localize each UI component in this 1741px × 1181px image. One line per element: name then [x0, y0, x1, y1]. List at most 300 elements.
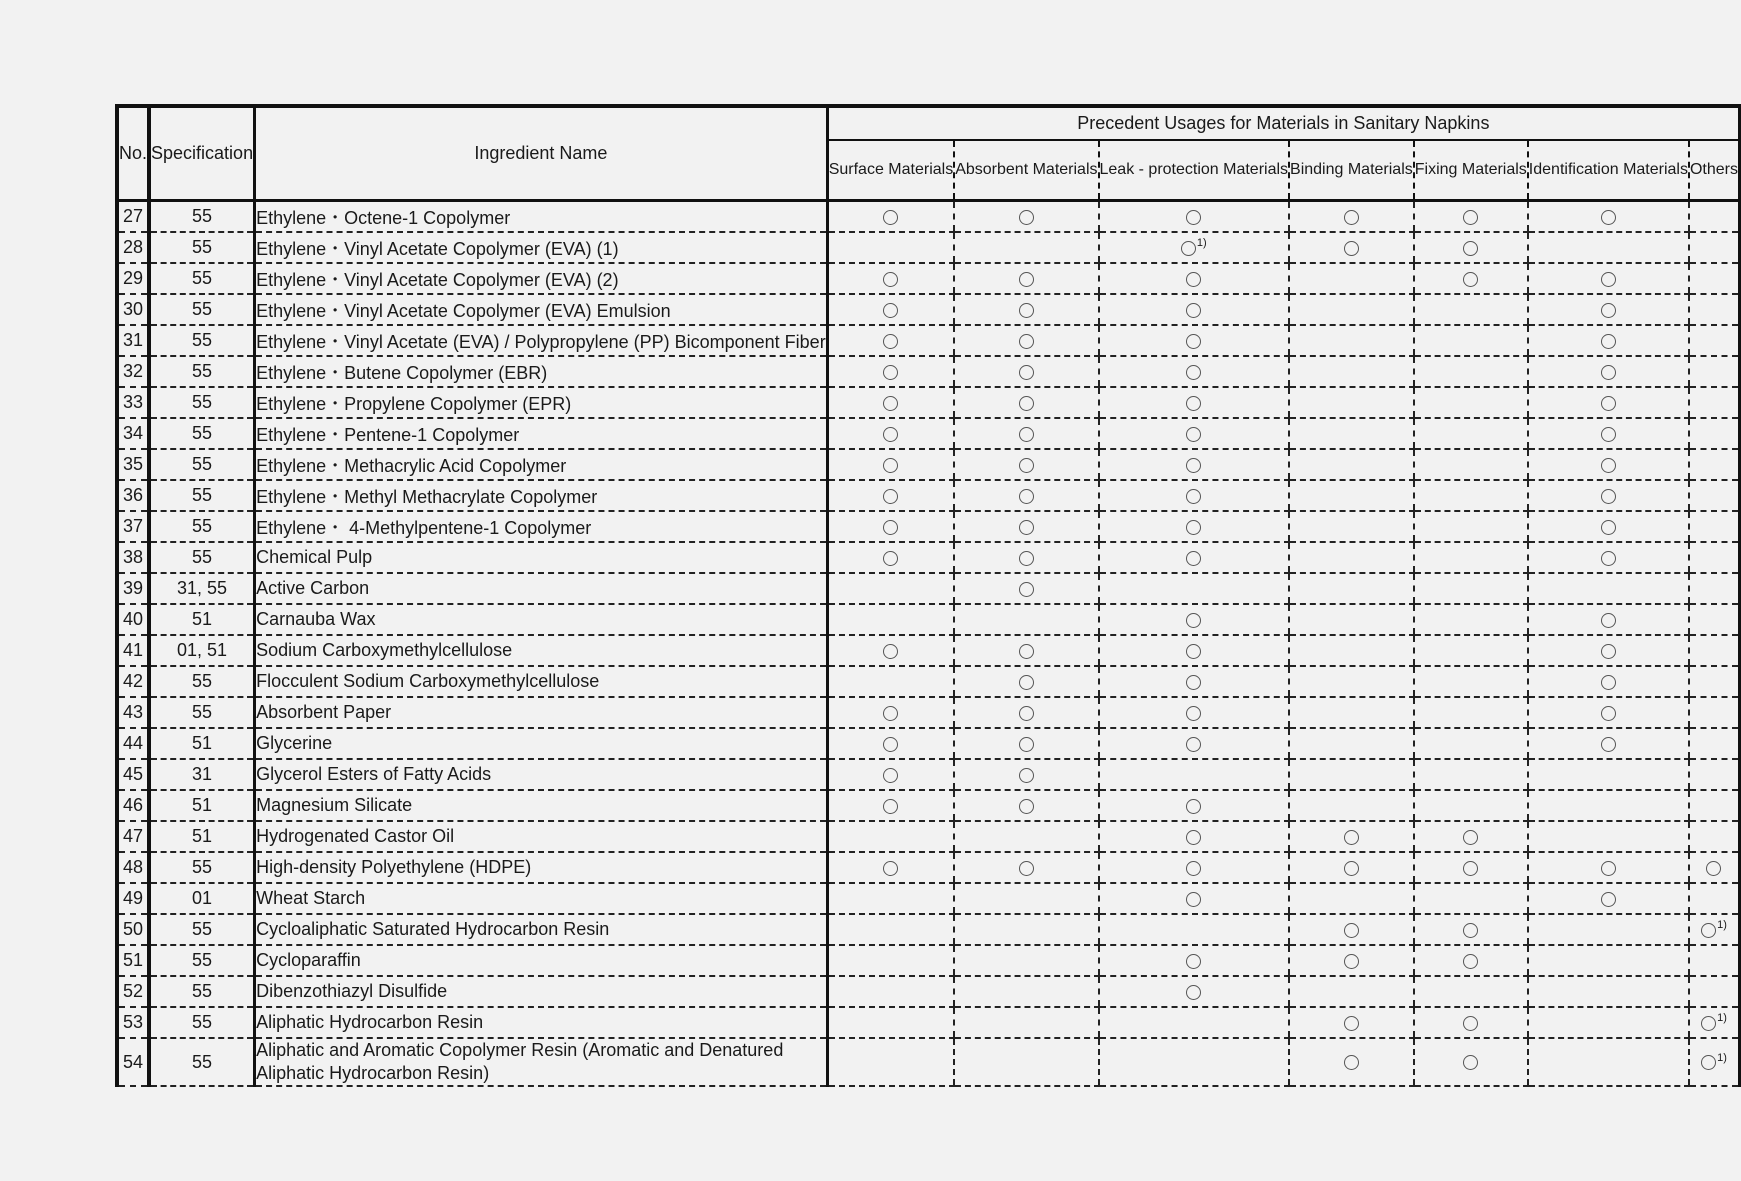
cell-specification: 55: [149, 666, 255, 697]
cell-binding: [1289, 232, 1414, 263]
cell-surface: [827, 852, 954, 883]
footnote-mark: 1): [1717, 1051, 1727, 1064]
cell-leak: [1099, 635, 1290, 666]
circle-mark-icon: [883, 768, 898, 783]
circle-mark-icon: [1186, 799, 1201, 814]
cell-no: 49: [117, 883, 149, 914]
cell-no: 36: [117, 480, 149, 511]
circle-mark-icon: [1186, 861, 1201, 876]
circle-mark-icon: [1344, 210, 1359, 225]
table-row: [117, 294, 1740, 325]
cell-ingredient-name: Sodium Carboxymethylcellulose: [255, 635, 828, 666]
table-row: [117, 976, 1740, 1007]
circle-mark-icon: [1186, 272, 1201, 287]
table-row: [117, 480, 1740, 511]
cell-identification: [1528, 1038, 1689, 1086]
cell-surface: [827, 759, 954, 790]
circle-mark-icon: [1019, 520, 1034, 535]
cell-specification: 55: [149, 263, 255, 294]
cell-no: 43: [117, 697, 149, 728]
cell-others: [1689, 1038, 1740, 1086]
circle-mark-icon: [1019, 427, 1034, 442]
table-row: [117, 201, 1740, 233]
cell-specification: 51: [149, 604, 255, 635]
cell-leak: [1099, 232, 1290, 263]
cell-leak: [1099, 294, 1290, 325]
cell-leak: [1099, 604, 1290, 635]
circle-mark-icon: [1601, 551, 1616, 566]
cell-fixing: [1414, 852, 1528, 883]
cell-binding: [1289, 728, 1414, 759]
cell-surface: [827, 821, 954, 852]
cell-leak: [1099, 883, 1290, 914]
circle-mark-icon: [1701, 1055, 1716, 1070]
cell-no: 39: [117, 573, 149, 604]
cell-no: 52: [117, 976, 149, 1007]
header-specification: Specification: [149, 106, 255, 201]
cell-no: 54: [117, 1038, 149, 1086]
cell-others: [1689, 201, 1740, 233]
cell-specification: 51: [149, 821, 255, 852]
cell-identification: [1528, 697, 1689, 728]
cell-surface: [827, 449, 954, 480]
circle-mark-icon: [1186, 954, 1201, 969]
circle-mark-icon: [883, 458, 898, 473]
cell-identification: [1528, 976, 1689, 1007]
circle-mark-icon: [883, 551, 898, 566]
cell-absorbent: [954, 418, 1098, 449]
cell-surface: [827, 1038, 954, 1086]
cell-fixing: [1414, 1038, 1528, 1086]
cell-others: [1689, 325, 1740, 356]
cell-ingredient-name: Cycloaliphatic Saturated Hydrocarbon Resin: [255, 914, 828, 945]
cell-specification: 55: [149, 232, 255, 263]
table-row: [117, 790, 1740, 821]
cell-absorbent: [954, 1007, 1098, 1038]
header-row: [117, 106, 1740, 140]
cell-ingredient-name: Ethylene・Methyl Methacrylate Copolymer: [255, 480, 828, 511]
cell-no: 50: [117, 914, 149, 945]
table-row: [117, 852, 1740, 883]
circle-mark-icon: [1601, 644, 1616, 659]
header-category-identification: Identification Materials: [1528, 140, 1689, 201]
cell-ingredient-name: Glycerine: [255, 728, 828, 759]
cell-binding: [1289, 759, 1414, 790]
cell-leak: [1099, 201, 1290, 233]
cell-absorbent: [954, 852, 1098, 883]
cell-ingredient-name: Ethylene・Vinyl Acetate Copolymer (EVA) (1): [255, 232, 828, 263]
cell-specification: 51: [149, 790, 255, 821]
circle-mark-icon: [1019, 768, 1034, 783]
cell-binding: [1289, 511, 1414, 542]
cell-leak: [1099, 511, 1290, 542]
cell-fixing: [1414, 356, 1528, 387]
circle-mark-icon: [1344, 861, 1359, 876]
cell-leak: [1099, 945, 1290, 976]
circle-mark-icon: [1344, 954, 1359, 969]
cell-others: [1689, 387, 1740, 418]
cell-fixing: [1414, 387, 1528, 418]
cell-ingredient-name: Carnauba Wax: [255, 604, 828, 635]
cell-absorbent: [954, 573, 1098, 604]
table-row: [117, 759, 1740, 790]
cell-specification: 31: [149, 759, 255, 790]
cell-fixing: [1414, 511, 1528, 542]
footnote-mark: 1): [1717, 919, 1727, 931]
cell-others: [1689, 635, 1740, 666]
cell-specification: 55: [149, 976, 255, 1007]
cell-identification: [1528, 759, 1689, 790]
circle-mark-icon: [1019, 861, 1034, 876]
cell-fixing: [1414, 914, 1528, 945]
cell-fixing: [1414, 263, 1528, 294]
cell-no: 33: [117, 387, 149, 418]
cell-binding: [1289, 542, 1414, 573]
circle-mark-icon: [1463, 1016, 1478, 1031]
cell-others: [1689, 852, 1740, 883]
cell-absorbent: [954, 759, 1098, 790]
cell-identification: [1528, 790, 1689, 821]
circle-mark-icon: [1186, 303, 1201, 318]
cell-surface: [827, 635, 954, 666]
cell-no: 30: [117, 294, 149, 325]
header-category-surface: Surface Materials: [827, 140, 954, 201]
cell-absorbent: [954, 232, 1098, 263]
cell-absorbent: [954, 697, 1098, 728]
cell-no: 37: [117, 511, 149, 542]
cell-specification: 55: [149, 387, 255, 418]
cell-ingredient-name: Ethylene・Vinyl Acetate Copolymer (EVA) Emulsion: [255, 294, 828, 325]
cell-absorbent: [954, 728, 1098, 759]
cell-absorbent: [954, 945, 1098, 976]
cell-identification: [1528, 852, 1689, 883]
cell-fixing: [1414, 325, 1528, 356]
cell-specification: 55: [149, 356, 255, 387]
circle-mark-icon: [1463, 1055, 1478, 1070]
cell-others: [1689, 666, 1740, 697]
circle-mark-icon: [1463, 241, 1478, 256]
cell-others: [1689, 914, 1740, 945]
circle-mark-icon: [1019, 551, 1034, 566]
circle-mark-icon: [1019, 706, 1034, 721]
cell-surface: [827, 511, 954, 542]
cell-others: [1689, 790, 1740, 821]
cell-surface: [827, 480, 954, 511]
cell-identification: [1528, 666, 1689, 697]
header-ingredient-name: Ingredient Name: [255, 106, 828, 201]
cell-absorbent: [954, 480, 1098, 511]
circle-mark-icon: [1019, 737, 1034, 752]
table-row: [117, 511, 1740, 542]
cell-leak: [1099, 914, 1290, 945]
circle-mark-icon: [1186, 458, 1201, 473]
table-row: [117, 387, 1740, 418]
circle-mark-icon: [883, 210, 898, 225]
cell-identification: [1528, 232, 1689, 263]
cell-no: 35: [117, 449, 149, 480]
cell-binding: [1289, 1007, 1414, 1038]
cell-leak: [1099, 480, 1290, 511]
circle-mark-icon: [1601, 675, 1616, 690]
cell-ingredient-name: Ethylene・ 4-Methylpentene-1 Copolymer: [255, 511, 828, 542]
cell-absorbent: [954, 1038, 1098, 1086]
cell-leak: [1099, 542, 1290, 573]
cell-specification: 01: [149, 883, 255, 914]
circle-mark-icon: [1463, 954, 1478, 969]
circle-mark-icon: [1186, 644, 1201, 659]
footnote-mark: 1): [1717, 1012, 1727, 1024]
cell-absorbent: [954, 201, 1098, 233]
cell-binding: [1289, 604, 1414, 635]
cell-surface: [827, 387, 954, 418]
header-category-fixing: Fixing Materials: [1414, 140, 1528, 201]
cell-leak: [1099, 790, 1290, 821]
cell-no: 51: [117, 945, 149, 976]
cell-no: 28: [117, 232, 149, 263]
cell-others: [1689, 945, 1740, 976]
cell-absorbent: [954, 356, 1098, 387]
circle-mark-icon: [883, 861, 898, 876]
cell-ingredient-name: Hydrogenated Castor Oil: [255, 821, 828, 852]
cell-fixing: [1414, 604, 1528, 635]
cell-specification: 55: [149, 1038, 255, 1086]
cell-binding: [1289, 418, 1414, 449]
circle-mark-icon: [1601, 303, 1616, 318]
circle-mark-icon: [1019, 582, 1034, 597]
cell-ingredient-name: Ethylene・Vinyl Acetate (EVA) / Polypropylene (PP) Bicomponent Fiber: [255, 325, 828, 356]
header-category-binding: Binding Materials: [1289, 140, 1414, 201]
cell-fixing: [1414, 232, 1528, 263]
cell-no: 41: [117, 635, 149, 666]
cell-surface: [827, 325, 954, 356]
circle-mark-icon: [883, 799, 898, 814]
cell-surface: [827, 263, 954, 294]
cell-specification: 55: [149, 480, 255, 511]
cell-binding: [1289, 914, 1414, 945]
table-row: [117, 418, 1740, 449]
table-row: [117, 666, 1740, 697]
cell-binding: [1289, 852, 1414, 883]
cell-others: [1689, 1007, 1740, 1038]
cell-leak: [1099, 325, 1290, 356]
cell-others: [1689, 821, 1740, 852]
cell-identification: [1528, 728, 1689, 759]
circle-mark-icon: [1601, 272, 1616, 287]
cell-ingredient-name: Ethylene・Propylene Copolymer (EPR): [255, 387, 828, 418]
table-row: [117, 914, 1740, 945]
cell-others: [1689, 480, 1740, 511]
cell-binding: [1289, 697, 1414, 728]
cell-binding: [1289, 635, 1414, 666]
circle-mark-icon: [1181, 241, 1196, 256]
table-row: [117, 325, 1740, 356]
header-category-absorbent: Absorbent Materials: [954, 140, 1098, 201]
circle-mark-icon: [1186, 520, 1201, 535]
circle-mark-icon: [1186, 892, 1201, 907]
circle-mark-icon: [1463, 923, 1478, 938]
cell-fixing: [1414, 976, 1528, 1007]
cell-identification: [1528, 356, 1689, 387]
cell-binding: [1289, 666, 1414, 697]
cell-others: [1689, 418, 1740, 449]
cell-ingredient-name: Ethylene・Pentene-1 Copolymer: [255, 418, 828, 449]
circle-mark-icon: [883, 706, 898, 721]
cell-binding: [1289, 821, 1414, 852]
cell-surface: [827, 945, 954, 976]
circle-mark-icon: [1601, 458, 1616, 473]
cell-ingredient-name: Ethylene・Vinyl Acetate Copolymer (EVA) (2): [255, 263, 828, 294]
cell-surface: [827, 356, 954, 387]
cell-specification: 55: [149, 697, 255, 728]
cell-fixing: [1414, 697, 1528, 728]
cell-identification: [1528, 418, 1689, 449]
table-row: [117, 542, 1740, 573]
circle-mark-icon: [883, 303, 898, 318]
cell-identification: [1528, 945, 1689, 976]
cell-leak: [1099, 821, 1290, 852]
cell-leak: [1099, 852, 1290, 883]
cell-identification: [1528, 387, 1689, 418]
cell-no: 42: [117, 666, 149, 697]
circle-mark-icon: [1186, 706, 1201, 721]
cell-binding: [1289, 449, 1414, 480]
cell-others: [1689, 697, 1740, 728]
circle-mark-icon: [1601, 613, 1616, 628]
cell-no: 38: [117, 542, 149, 573]
cell-binding: [1289, 790, 1414, 821]
table-row: [117, 263, 1740, 294]
cell-no: 31: [117, 325, 149, 356]
circle-mark-icon: [1601, 427, 1616, 442]
cell-leak: [1099, 418, 1290, 449]
circle-mark-icon: [1463, 861, 1478, 876]
cell-binding: [1289, 387, 1414, 418]
cell-others: [1689, 232, 1740, 263]
cell-absorbent: [954, 604, 1098, 635]
cell-identification: [1528, 883, 1689, 914]
cell-fixing: [1414, 573, 1528, 604]
cell-binding: [1289, 325, 1414, 356]
footnote-mark: 1): [1196, 237, 1207, 249]
circle-mark-icon: [883, 427, 898, 442]
cell-others: [1689, 263, 1740, 294]
cell-no: 27: [117, 201, 149, 233]
cell-no: 47: [117, 821, 149, 852]
circle-mark-icon: [1601, 737, 1616, 752]
table-row: [117, 449, 1740, 480]
cell-others: [1689, 573, 1740, 604]
circle-mark-icon: [1601, 365, 1616, 380]
circle-mark-icon: [1601, 210, 1616, 225]
cell-binding: [1289, 480, 1414, 511]
cell-absorbent: [954, 387, 1098, 418]
cell-leak: [1099, 1007, 1290, 1038]
circle-mark-icon: [1186, 365, 1201, 380]
cell-leak: [1099, 263, 1290, 294]
circle-mark-icon: [1186, 737, 1201, 752]
cell-specification: 55: [149, 418, 255, 449]
cell-others: [1689, 356, 1740, 387]
cell-others: [1689, 449, 1740, 480]
cell-absorbent: [954, 976, 1098, 1007]
cell-specification: 55: [149, 325, 255, 356]
cell-fixing: [1414, 480, 1528, 511]
cell-surface: [827, 976, 954, 1007]
cell-identification: [1528, 263, 1689, 294]
circle-mark-icon: [1601, 396, 1616, 411]
circle-mark-icon: [1344, 923, 1359, 938]
cell-ingredient-name: Glycerol Esters of Fatty Acids: [255, 759, 828, 790]
circle-mark-icon: [883, 489, 898, 504]
header-usage-title: Precedent Usages for Materials in Sanitary Napkins: [827, 106, 1739, 140]
circle-mark-icon: [1344, 1055, 1359, 1070]
cell-binding: [1289, 1038, 1414, 1086]
cell-absorbent: [954, 294, 1098, 325]
table-row: [117, 697, 1740, 728]
cell-surface: [827, 883, 954, 914]
circle-mark-icon: [1019, 799, 1034, 814]
cell-absorbent: [954, 790, 1098, 821]
cell-specification: 55: [149, 449, 255, 480]
cell-binding: [1289, 976, 1414, 1007]
cell-binding: [1289, 294, 1414, 325]
cell-fixing: [1414, 790, 1528, 821]
cell-leak: [1099, 1038, 1290, 1086]
circle-mark-icon: [1019, 303, 1034, 318]
cell-identification: [1528, 294, 1689, 325]
cell-fixing: [1414, 635, 1528, 666]
circle-mark-icon: [1019, 396, 1034, 411]
cell-ingredient-name: Ethylene・Octene-1 Copolymer: [255, 201, 828, 233]
circle-mark-icon: [1701, 1016, 1716, 1031]
circle-mark-icon: [1019, 458, 1034, 473]
cell-ingredient-name: Ethylene・Methacrylic Acid Copolymer: [255, 449, 828, 480]
circle-mark-icon: [1186, 396, 1201, 411]
cell-identification: [1528, 821, 1689, 852]
circle-mark-icon: [883, 520, 898, 535]
cell-surface: [827, 728, 954, 759]
circle-mark-icon: [1019, 210, 1034, 225]
cell-no: 45: [117, 759, 149, 790]
cell-binding: [1289, 945, 1414, 976]
cell-binding: [1289, 263, 1414, 294]
cell-surface: [827, 542, 954, 573]
cell-identification: [1528, 325, 1689, 356]
cell-fixing: [1414, 883, 1528, 914]
cell-others: [1689, 728, 1740, 759]
cell-fixing: [1414, 728, 1528, 759]
cell-fixing: [1414, 1007, 1528, 1038]
cell-identification: [1528, 542, 1689, 573]
circle-mark-icon: [1019, 365, 1034, 380]
circle-mark-icon: [1186, 830, 1201, 845]
cell-binding: [1289, 883, 1414, 914]
circle-mark-icon: [1186, 985, 1201, 1000]
circle-mark-icon: [1344, 1016, 1359, 1031]
cell-absorbent: [954, 511, 1098, 542]
cell-identification: [1528, 604, 1689, 635]
table-row: [117, 821, 1740, 852]
circle-mark-icon: [1186, 489, 1201, 504]
cell-others: [1689, 294, 1740, 325]
cell-surface: [827, 418, 954, 449]
cell-fixing: [1414, 821, 1528, 852]
circle-mark-icon: [1186, 334, 1201, 349]
cell-fixing: [1414, 945, 1528, 976]
cell-binding: [1289, 356, 1414, 387]
cell-surface: [827, 573, 954, 604]
circle-mark-icon: [883, 272, 898, 287]
